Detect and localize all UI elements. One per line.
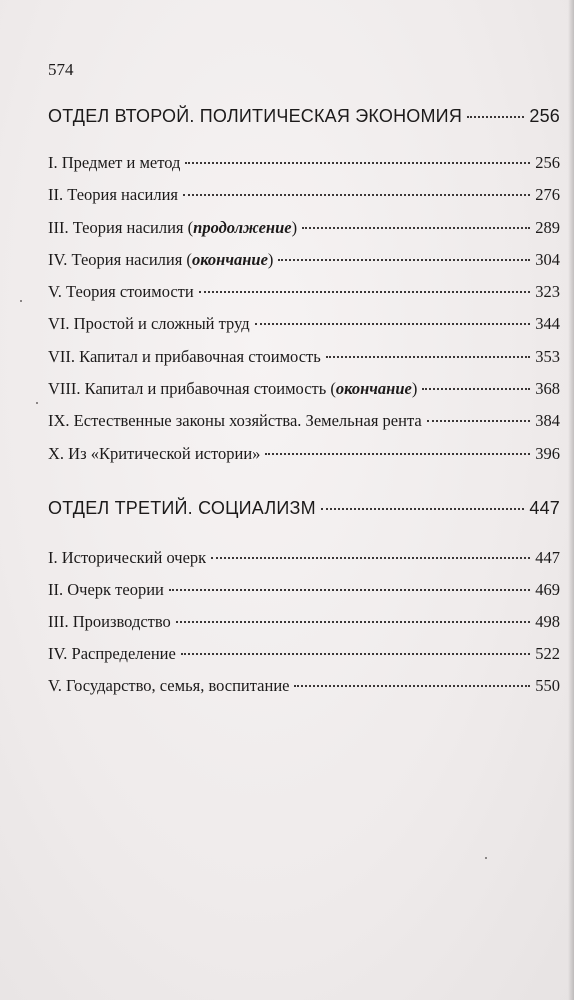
toc-entry-title-text: IX. Естественные законы хозяйства. Земельная рента bbox=[48, 411, 422, 431]
toc-entries bbox=[48, 147, 560, 470]
dot-leader bbox=[265, 453, 530, 455]
dot-leader bbox=[326, 356, 530, 358]
toc-entry bbox=[48, 373, 560, 405]
toc-entries bbox=[48, 542, 560, 702]
toc-entry bbox=[48, 276, 560, 308]
toc-entry-title-text: VI. Простой и сложный труд bbox=[48, 314, 250, 334]
toc-entry-page: 384 bbox=[535, 411, 560, 431]
toc-entry-title-emphasis: окончание bbox=[191, 249, 268, 269]
toc-entry-page: 368 bbox=[535, 379, 560, 399]
toc-entry bbox=[48, 405, 560, 437]
toc-entry bbox=[48, 341, 560, 373]
dot-leader bbox=[255, 323, 531, 325]
toc-entry-title-emphasis: окончание bbox=[335, 379, 412, 399]
paper-speck bbox=[485, 857, 487, 859]
dot-leader bbox=[427, 420, 531, 422]
toc-entry-title-tail: ) bbox=[267, 249, 274, 269]
dot-leader bbox=[294, 685, 530, 687]
toc-entry-title-text: III. Теория насилия ( bbox=[48, 217, 194, 237]
dot-leader bbox=[181, 653, 530, 655]
toc-entry-title-text: II. Очерк теории bbox=[48, 580, 164, 599]
section-heading-page: 256 bbox=[529, 106, 560, 126]
toc-entry-title bbox=[48, 438, 260, 470]
dot-leader bbox=[185, 162, 530, 164]
toc-entry-title bbox=[48, 179, 178, 211]
toc-entry-title bbox=[48, 147, 180, 179]
toc-entry-title bbox=[48, 574, 164, 606]
toc-entry-title-text: III. Производство bbox=[48, 612, 171, 631]
toc-entry-title-text: VII. Капитал и прибавочная стоимость bbox=[48, 346, 321, 366]
toc-entry-title-text: V. Государство, семья, воспитание bbox=[48, 676, 290, 695]
toc-entry-title bbox=[48, 276, 194, 308]
toc-entry bbox=[48, 574, 560, 606]
section-heading bbox=[48, 102, 560, 130]
toc-entry bbox=[48, 179, 560, 211]
toc-entry-page: 447 bbox=[535, 548, 560, 567]
toc-entry-title bbox=[48, 308, 250, 340]
dot-leader bbox=[183, 194, 530, 196]
toc-entry-page: 276 bbox=[535, 185, 560, 205]
toc-entry-title bbox=[48, 638, 176, 670]
toc-entry-title bbox=[48, 542, 206, 574]
toc-entry-title-text: VIII. Капитал и прибавочная стоимость ( bbox=[48, 379, 336, 399]
toc-entry-title bbox=[48, 373, 417, 405]
dot-leader bbox=[211, 557, 530, 559]
toc-entry-title-tail: ) bbox=[291, 217, 298, 237]
toc-entry bbox=[48, 606, 560, 638]
toc-entry-page: 498 bbox=[535, 612, 560, 631]
dot-leader bbox=[321, 508, 525, 510]
dot-leader bbox=[422, 388, 530, 390]
toc-entry-title-emphasis: продолжение bbox=[193, 217, 292, 237]
section-heading-title: ОТДЕЛ ТРЕТИЙ. СОЦИАЛИЗМ bbox=[48, 498, 316, 518]
toc-entry-title bbox=[48, 670, 289, 702]
paper-speck bbox=[20, 300, 22, 302]
toc-entry bbox=[48, 244, 560, 276]
toc-entry-title bbox=[48, 606, 171, 638]
toc-entry bbox=[48, 147, 560, 179]
toc-entry bbox=[48, 308, 560, 340]
toc-entry-title bbox=[48, 212, 297, 244]
toc-entry-page: 353 bbox=[535, 346, 560, 366]
paper-speck bbox=[36, 402, 38, 404]
dot-leader bbox=[199, 291, 531, 293]
toc-entry-title-text: I. Исторический очерк bbox=[48, 548, 207, 567]
toc-entry-page: 304 bbox=[535, 249, 560, 269]
toc-entry-page: 256 bbox=[535, 153, 560, 172]
toc-entry bbox=[48, 670, 560, 702]
toc-entry-page: 396 bbox=[535, 443, 560, 463]
toc-entry-title-text: X. Из «Критической истории» bbox=[48, 443, 261, 463]
toc-entry-page: 522 bbox=[535, 644, 560, 663]
dot-leader bbox=[278, 259, 530, 261]
toc-entry-title-text: I. Предмет и метод bbox=[48, 153, 181, 172]
toc-entry-title-tail: ) bbox=[411, 379, 418, 399]
dot-leader bbox=[176, 621, 530, 623]
toc-entry-title bbox=[48, 244, 273, 276]
toc-entry bbox=[48, 438, 560, 470]
section-heading-title: ОТДЕЛ ВТОРОЙ. ПОЛИТИЧЕСКАЯ ЭКОНОМИЯ bbox=[48, 106, 463, 126]
toc-entry-title bbox=[48, 341, 321, 373]
toc-entry-title bbox=[48, 405, 422, 437]
dot-leader bbox=[302, 227, 530, 229]
section-heading-page: 447 bbox=[529, 498, 560, 518]
page-edge-shadow bbox=[568, 0, 574, 1000]
toc-entry-title-text: II. Теория насилия bbox=[48, 185, 179, 205]
dot-leader bbox=[169, 589, 530, 591]
toc-section-socialism bbox=[48, 494, 560, 702]
toc-entry-page: 289 bbox=[535, 217, 560, 237]
toc-entry bbox=[48, 212, 560, 244]
section-heading bbox=[48, 494, 560, 522]
toc-entry-page: 550 bbox=[535, 676, 560, 695]
toc-entry bbox=[48, 542, 560, 574]
toc-entry bbox=[48, 638, 560, 670]
dot-leader bbox=[467, 116, 524, 118]
page-number: 574 bbox=[48, 60, 74, 79]
toc-entry-page: 469 bbox=[535, 580, 560, 599]
toc-entry-page: 323 bbox=[535, 282, 560, 302]
toc-entry-title-text: IV. Теория насилия ( bbox=[48, 249, 192, 269]
toc-section-political-economy bbox=[48, 102, 560, 470]
toc-entry-title-text: IV. Распределение bbox=[48, 644, 176, 663]
toc-entry-page: 344 bbox=[535, 314, 560, 334]
toc-entry-title-text: V. Теория стоимости bbox=[48, 282, 194, 302]
